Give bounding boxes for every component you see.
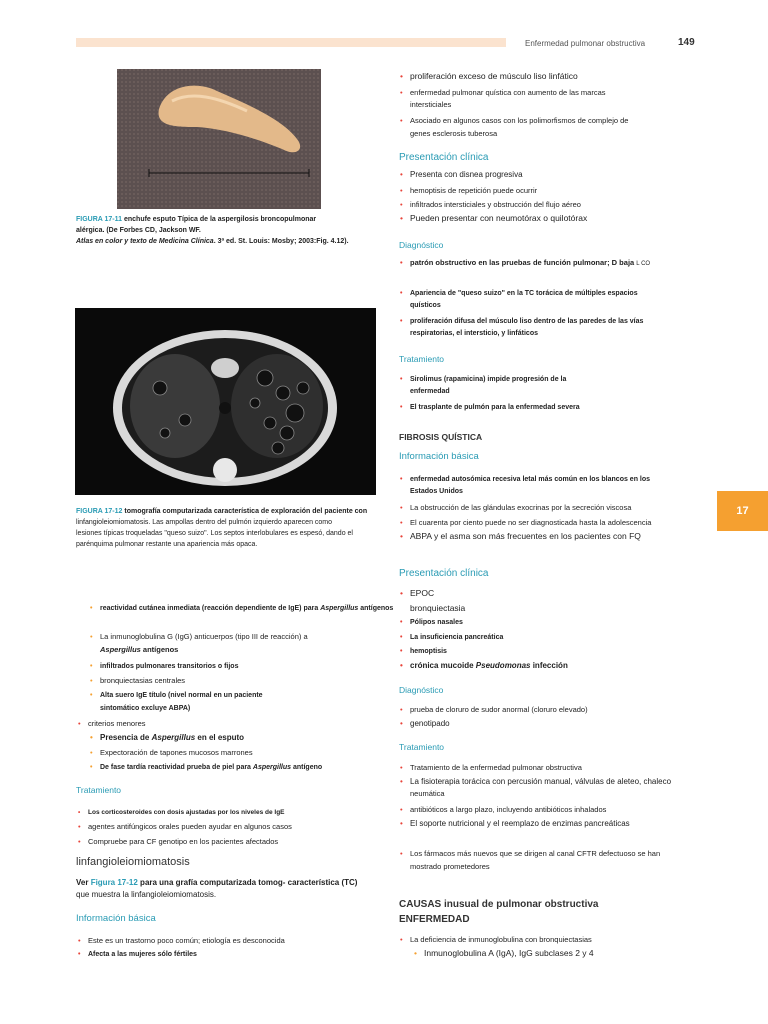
bullet-epoc: • EPOC [410,587,434,600]
bullet-tratamiento-obstructiva: • Tratamiento de la enfermedad pulmonar obstructiva [410,761,582,774]
chapter-tab[interactable]: 17 [717,491,768,531]
bullet-cuarenta: • El cuarenta por ciento puede no ser diagnosticada hasta la adolescencia [410,516,651,529]
heading-tratamiento-2: Tratamiento [399,742,445,752]
bullet-deficiencia: • La deficiencia de inmunoglobulina con bronquiectasias [410,933,592,946]
bullet-bronquiectasia: bronquiectasia [410,603,466,613]
heading-diagnostico-2: Diagnóstico [399,685,444,695]
ver-figura-text: Ver Figura 17-12 para una grafía computarizada tomog- característica (TC) que muestra la linfangioleiomiomatosis. [76,878,358,899]
figure-17-11-caption: FIGURA 17-11 enchufe esputo Típica de la aspergilosis broncopulmonar alérgica. (De Forbes CD, Jackson WF. Atlas en color y texto de Medicina Clínica. 3ª ed. St. Louis: Mosby; 2003:Fig. 4.12). [76,216,349,245]
subbullet-ige: • Alta suero IgE título (nivel normal en un paciente [100,689,263,702]
bullet-autosomica-cont: Estados Unidos [410,488,463,495]
bullet-cloruro: • prueba de cloruro de sudor anormal (cloruro elevado) [410,703,588,716]
heading-informacion-1: Información básica [399,451,479,462]
bullet-pancreatica: • La insuficiencia pancreática [410,631,503,644]
bullet-abpa: • ABPA y el asma son más frecuentes en los pacientes con FQ [410,530,641,543]
heading-fibrosis-quistica: FIBROSIS QUÍSTICA [399,432,483,442]
bullet-soporte: • El soporte nutricional y el reemplazo de enzimas pancreáticas [410,817,630,830]
bullet-mujeres: • Afecta a las mujeres sólo fértiles [88,948,197,961]
subbullet-igg: • La inmunoglobulina G (IgG) anticuerpos (tipo III de reacción) a [100,630,308,643]
bullet-queso: • Apariencia de "queso suizo" en la TC torácica de múltiples espacios [410,287,638,300]
subbullet-infiltrados: • infiltrados pulmonares transitorios o fijos [100,660,238,673]
heading-linfangioleiomiomatosis: linfangioleiomiomatosis [76,856,190,868]
subbullet-igg-cont: Aspergillus antígenos [100,645,179,654]
bullet-fisioterapia: • La fisioterapia torácica con percusión manual, válvulas de aleteo, chaleco [410,775,671,788]
subbullet-inmunoglobulina: • Inmunoglobulina A (IgA), IgG subclases 2 y 4 [424,947,594,960]
bullet-corticosteroides: • Los corticosteroides con dosis ajustadas por los niveles de IgE [88,806,285,819]
bullet-asociado: • Asociado en algunos casos con los polimorfismos de complejo de [410,114,628,127]
bullet-quistica: • enfermedad pulmonar quística con aumento de las marcas [410,86,606,99]
subbullet-reactividad: • reactividad cutánea inmediata (reacción dependiente de IgE) para Aspergillus antígenos [100,602,393,615]
subbullet-bronquiectasias: • bronquiectasias centrales [100,674,185,687]
heading-diagnostico-1: Diagnóstico [399,240,444,250]
heading-informacion-left: Información básica [76,913,156,924]
bullet-pseudomonas: • crónica mucoide Pseudomonas infección [410,659,568,672]
bullet-trasplante: • El trasplante de pulmón para la enfermedad severa [410,401,580,414]
heading-presentacion-2: Presentación clínica [399,568,489,579]
heading-causas: CAUSAS inusual de pulmonar obstructiva ENFERMEDAD [399,899,599,925]
bullet-patron: • patrón obstructivo en las pruebas de función pulmonar; D baja L CO [410,256,650,271]
bullet-fisioterapia-cont: neumática [410,789,445,798]
bullet-farmacos-cont: mostrado prometedores [410,862,490,871]
bullet-asociado-cont: genes esclerosis tuberosa [410,129,498,138]
bullet-autosomica: • enfermedad autosómica recesiva letal más común en los blancos en los [410,473,650,486]
bullet-queso-cont: quísticos [410,302,441,309]
bullet-musculo: • proliferación difusa del músculo liso dentro de las paredes de las vías [410,315,643,328]
bullet-sirolimus-cont: enfermedad [410,388,450,395]
bullet-proliferacion: • proliferación exceso de músculo liso linfático [410,70,578,83]
subbullet-ige-cont: sintomático excluye ABPA) [100,705,191,712]
subbullet-presencia: • Presencia de Aspergillus en el esputo [100,731,244,744]
bullet-musculo-cont: respiratorias, el intersticio, y linfáticos [410,330,538,337]
sputum-plug-photo [117,69,321,209]
bullet-polipos: • Pólipos nasales [410,616,463,629]
bullet-antibioticos: • antibióticos a largo plazo, incluyendo antibióticos inhalados [410,803,606,816]
bullet-quistica-cont: intersticiales [410,100,452,109]
bullet-infiltrados: • infiltrados intersticiales y obstrucción del flujo aéreo [410,198,581,211]
ct-scan-image [75,308,376,495]
subbullet-fase-tardia: • De fase tardía reactividad prueba de piel para Aspergillus antígeno [100,761,322,774]
heading-presentacion-1: Presentación clínica [399,152,489,163]
bullet-hemoptisis: • hemoptisis de repetición puede ocurrir [410,184,537,197]
bullet-criterios-menores: • criterios menores [88,717,146,730]
bullet-farmacos: • Los fármacos más nuevos que se dirigen al canal CFTR defectuoso se han [410,847,660,860]
bullet-genotipo: • Compruebe para CF genotipo en los pacientes afectados [88,835,278,848]
subbullet-expectoracion: • Expectoración de tapones mucosos marrones [100,746,253,759]
bullet-antifungicos: • agentes antifúngicos orales pueden ayudar en algunos casos [88,820,292,833]
bullet-obstruccion: • La obstrucción de las glándulas exocrinas por la secreción viscosa [410,501,631,514]
header-bar [76,38,506,47]
figure-17-12-caption: FIGURA 17-12 tomografía computarizada característica de exploración del paciente con linfangioleiomiomatosis. Las ampollas dentro del pulmón izquierdo aparecen como lesiones típicas troqueladas "queso suizo". Los septos interlobulares es espesó, dando el parénquima pulmonar restante una apariencia más opaca. [76,508,368,548]
page-number: 149 [678,37,695,48]
bullet-trastorno: • Este es un trastorno poco común; etiología es desconocida [88,934,285,947]
heading-tratamiento-left: Tratamiento [76,785,122,795]
figure-17-12-link[interactable]: Figura 17-12 [90,878,138,887]
bullet-hemoptisis-2: • hemoptisis [410,645,447,658]
bullet-sirolimus: • Sirolimus (rapamicina) impide progresión de la [410,373,566,386]
running-title: Enfermedad pulmonar obstructiva [525,39,646,48]
bullet-disnea: • Presenta con disnea progresiva [410,168,523,181]
bullet-neumotorax: • Pueden presentar con neumotórax o quilotórax [410,212,587,225]
heading-tratamiento-1: Tratamiento [399,354,445,364]
bullet-genotipado: • genotipado [410,717,450,730]
